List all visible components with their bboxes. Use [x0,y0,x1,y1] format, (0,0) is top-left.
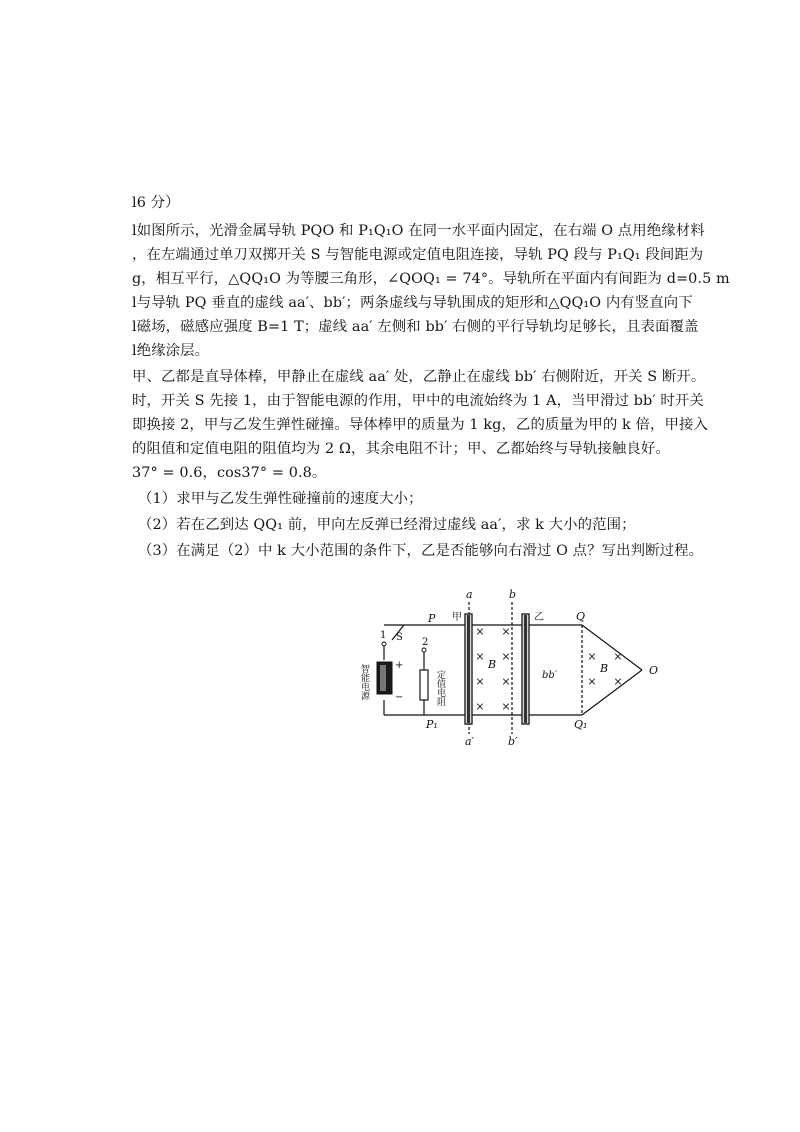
circuit-diagram [360,588,670,748]
problem-line-7: 甲、乙都是直导体棒，甲静止在虚线 aa′ 处，乙静止在虚线 bb′ 右侧附近，开关 S 断开。 [132,369,706,385]
label-yi: 乙 [534,612,544,623]
field-mark: × [475,675,485,688]
problem-line-5: l磁场，磁感应强度 B=1 T；虚线 aa′ 左侧和 bb′ 右侧的平行导轨均足够长，且表面覆盖 [132,319,699,335]
question-2: （2）若在乙到达 QQ₁ 前，甲向左反弹已经滑过虚线 aa′，求 k 大小的范围； [138,517,636,533]
field-mark: × [501,700,511,713]
label-minus: − [395,692,404,703]
problem-line-6: l绝缘涂层。 [132,343,210,359]
label-p: P [428,612,436,625]
label-p1: P₁ [426,718,438,731]
field-mark: × [587,675,597,688]
question-3: （3）在满足（2）中 k 大小范围的条件下，乙是否能够向右滑过 O 点？写出判断过程。 [138,543,704,559]
field-mark: × [587,650,597,663]
label-b-field-triangle: B [600,662,609,675]
label-bb-prime-inner: bb′ [542,670,558,681]
field-mark: × [613,650,623,663]
label-a: a [466,588,473,601]
problem-line-3: g，相互平行，△QQ₁O 为等腰三角形，∠QOQ₁ = 74°。导轨所在平面内有间距为 d=0.5 m [132,271,730,287]
field-mark: × [501,650,511,663]
label-b-field: B [488,658,497,671]
label-resistor: 定值电阻 [435,670,445,706]
label-a-prime: a′ [465,735,475,748]
rod-yi-core [524,615,527,723]
problem-line-11: 37° = 0.6，cos37° = 0.8。 [132,465,327,481]
problem-line-2: ，在左端通过单刀双掷开关 S 与智能电源或定值电阻连接，导轨 PQ 段与 P₁Q₁ 段间距为 [132,247,704,263]
terminal-2 [422,648,426,652]
field-mark: × [501,675,511,688]
circuit-diagram-svg [360,588,670,748]
field-mark: × [475,650,485,663]
field-mark: × [475,625,485,638]
problem-line-1: l如图所示，光滑金属导轨 PQO 和 P₁Q₁O 在同一水平面内固定，在右端 O 点用绝缘材料 [132,223,705,239]
problem-header: l6 分） [132,195,180,211]
label-terminal-2: 2 [422,637,429,648]
label-q: Q [576,610,586,623]
problem-line-8: 时，开关 S 先接 1，由于智能电源的作用，甲中的电流始终为 1 A，当甲滑过 bb′ 时开关 [132,393,704,409]
field-mark: × [613,675,623,688]
label-jia: 甲 [452,612,462,623]
problem-line-10: 的阻值和定值电阻的阻值均为 2 Ω，其余电阻不计；甲、乙都始终与导轨接触良好。 [132,441,670,457]
field-mark: × [501,625,511,638]
label-b: b [509,588,517,601]
rail-q-o [582,625,642,670]
label-terminal-1: 1 [380,630,387,641]
label-switch: S [396,632,403,643]
problem-line-9: 即换接 2，甲与乙发生弹性碰撞。导体棒甲的质量为 1 kg，乙的质量为甲的 k 倍，甲接入 [132,417,709,433]
label-power-source: 智能电源 [359,664,369,700]
question-1: （1）求甲与乙发生弹性碰撞前的速度大小； [138,491,423,507]
label-b-prime: b′ [508,735,518,748]
label-plus: + [395,660,404,671]
resistor-icon [420,670,428,700]
terminal-1 [382,642,386,646]
problem-line-4: l与导轨 PQ 垂直的虚线 aa′、bb′；两条虚线与导轨围成的矩形和△QQ₁O 内有竖直向下 [132,295,693,311]
field-mark: × [475,700,485,713]
rod-jia-core [467,615,470,723]
power-source-highlight [380,665,386,691]
label-o: O [649,664,659,677]
label-q1: Q₁ [574,718,588,731]
